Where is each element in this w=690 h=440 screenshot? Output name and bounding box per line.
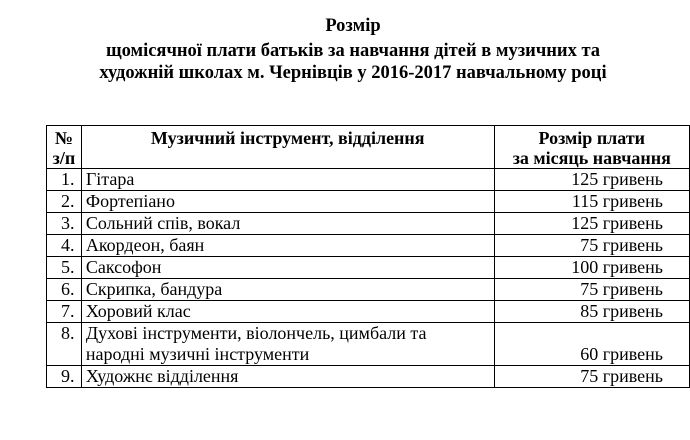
table-row: [47, 257, 690, 279]
row-price: 115 гривень: [494, 191, 689, 213]
row-price: 60 гривень: [494, 323, 689, 366]
row-instrument: Хоровий клас: [81, 301, 494, 323]
row-price: 75 гривень: [494, 366, 689, 388]
document-subtitle-line-2: художній школах м. Чернівців у 2016-2017 навчальному році: [99, 63, 607, 83]
header-number-line-1: №: [54, 128, 73, 148]
row-instrument: Фортепіано: [81, 191, 494, 213]
table-row: [47, 235, 690, 257]
header-price: [494, 126, 689, 169]
row-instrument: Саксофон: [81, 257, 494, 279]
row-price: 125 гривень: [494, 169, 689, 191]
fee-table: [46, 125, 690, 388]
row-instrument: Акордеон, баян: [81, 235, 494, 257]
row-price: 125 гривень: [494, 213, 689, 235]
row-number: 9.: [47, 366, 82, 388]
header-price-line-1: Розмір плати: [538, 128, 646, 148]
document-title: Розмір: [325, 16, 381, 36]
table-row: [47, 169, 690, 191]
table-row: [47, 213, 690, 235]
table-row: [47, 366, 690, 388]
header-price-line-2: за місяць навчання: [512, 148, 671, 168]
row-price: 100 гривень: [494, 257, 689, 279]
row-instrument: Гітара: [81, 169, 494, 191]
row-price: 75 гривень: [494, 279, 689, 301]
table-row: [47, 191, 690, 213]
table-header-row: [47, 126, 690, 169]
row-instrument: [81, 323, 494, 366]
row-number: 8.: [47, 323, 82, 366]
row-number: 1.: [47, 169, 82, 191]
row-instrument-line-2: народні музичні інструменти: [85, 344, 310, 364]
row-number: 2.: [47, 191, 82, 213]
row-instrument: Скрипка, бандура: [81, 279, 494, 301]
row-price: 85 гривень: [494, 301, 689, 323]
row-number: 5.: [47, 257, 82, 279]
row-instrument: Сольний спів, вокал: [81, 213, 494, 235]
row-number: 3.: [47, 213, 82, 235]
table-row: [47, 301, 690, 323]
header-instrument: Музичний інструмент, відділення: [81, 126, 494, 169]
row-number: 4.: [47, 235, 82, 257]
table-row: [47, 323, 690, 366]
header-number: [47, 126, 82, 169]
row-number: 7.: [47, 301, 82, 323]
row-number: 6.: [47, 279, 82, 301]
header-number-line-2: з/п: [52, 148, 76, 168]
table-row: [47, 279, 690, 301]
row-instrument-line-1: Духові інструменти, віолончель, цимбали та: [85, 323, 427, 343]
document-subtitle-line-1: щомісячної плати батьків за навчання дітей в музичних та: [105, 41, 601, 61]
row-price: 75 гривень: [494, 235, 689, 257]
row-instrument: Художнє відділення: [81, 366, 494, 388]
